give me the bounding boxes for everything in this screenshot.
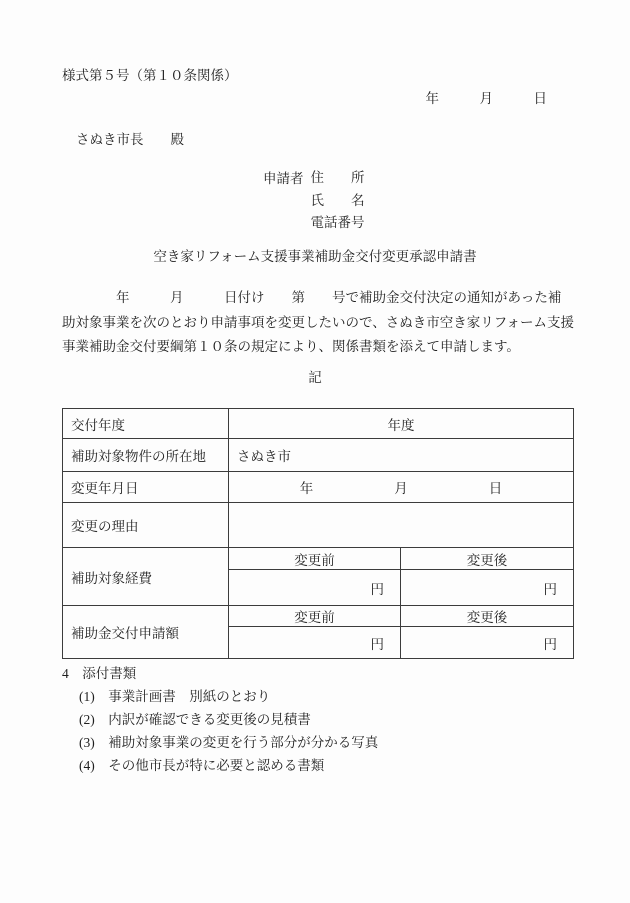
body-line-1: 年 月 日付け 第 号で補助金交付決定の通知があった補	[62, 290, 562, 305]
subsidy-expense-before-header: 変更前	[229, 548, 401, 570]
table-row	[63, 472, 574, 503]
date-line: 年 月 日	[425, 91, 547, 106]
applicant-name-label: 氏 名	[310, 192, 365, 208]
subsidy-amount-before-header: 変更前	[229, 606, 401, 627]
form-number: 様式第５号（第１０条関係）	[62, 68, 238, 83]
attachments-section	[62, 662, 378, 777]
body-line-3: 事業補助金交付要綱第１０条の規定により、関係書類を添えて申請します。	[62, 339, 520, 354]
subsidy-amount-after-header: 変更後	[401, 606, 574, 627]
change-date-label: 変更年月日	[63, 472, 229, 503]
applicant-label: 申請者	[263, 171, 304, 186]
attachment-item-2: (2) 内訳が確認できる変更後の見積書	[79, 712, 311, 727]
change-date-value: 年 月 日	[229, 472, 574, 503]
subsidy-amount-after-value: 円	[401, 627, 574, 659]
property-location-label: 補助対象物件の所在地	[63, 439, 229, 472]
body-line-2: 助対象事業を次のとおり申請事項を変更したいので、さぬき市空き家リフォーム支援	[62, 314, 575, 330]
attachment-item-4: (4) その他市長が特に必要と認める書類	[79, 758, 325, 773]
applicant-block	[263, 167, 365, 235]
subsidy-amount-label: 補助金交付申請額	[63, 606, 229, 659]
table-row	[63, 503, 574, 548]
applicant-phone-label: 電話番号	[310, 215, 365, 230]
table-row	[63, 409, 574, 439]
subsidy-expense-after-value: 円	[401, 570, 574, 606]
change-reason-label: 変更の理由	[63, 503, 229, 548]
subsidy-expense-after-header: 変更後	[401, 548, 574, 570]
application-table	[62, 408, 574, 659]
applicant-address-label: 住 所	[310, 170, 365, 185]
subsidy-expense-label: 補助対象経費	[63, 548, 229, 606]
attachment-item-3: (3) 補助対象事業の変更を行う部分が分かる写真	[79, 735, 379, 750]
table-row	[63, 439, 574, 472]
change-reason-value	[229, 503, 574, 548]
fiscal-year-value: 年度	[229, 409, 574, 439]
fiscal-year-label: 交付年度	[63, 409, 229, 439]
table-row	[63, 548, 574, 570]
subsidy-expense-before-value: 円	[229, 570, 401, 606]
body-paragraph	[62, 286, 574, 360]
attachments-heading: 4 添付書類	[62, 666, 137, 681]
attachment-item-1: (1) 事業計画書 別紙のとおり	[79, 689, 271, 704]
table-row	[63, 606, 574, 627]
document-title: 空き家リフォーム支援事業補助金交付変更承認申請書	[153, 249, 477, 264]
property-location-value: さぬき市	[229, 439, 574, 472]
subsidy-amount-before-value: 円	[229, 627, 401, 659]
applicant-fields	[311, 167, 365, 235]
ki-heading: 記	[308, 370, 322, 385]
addressee: さぬき市長 殿	[76, 132, 184, 147]
